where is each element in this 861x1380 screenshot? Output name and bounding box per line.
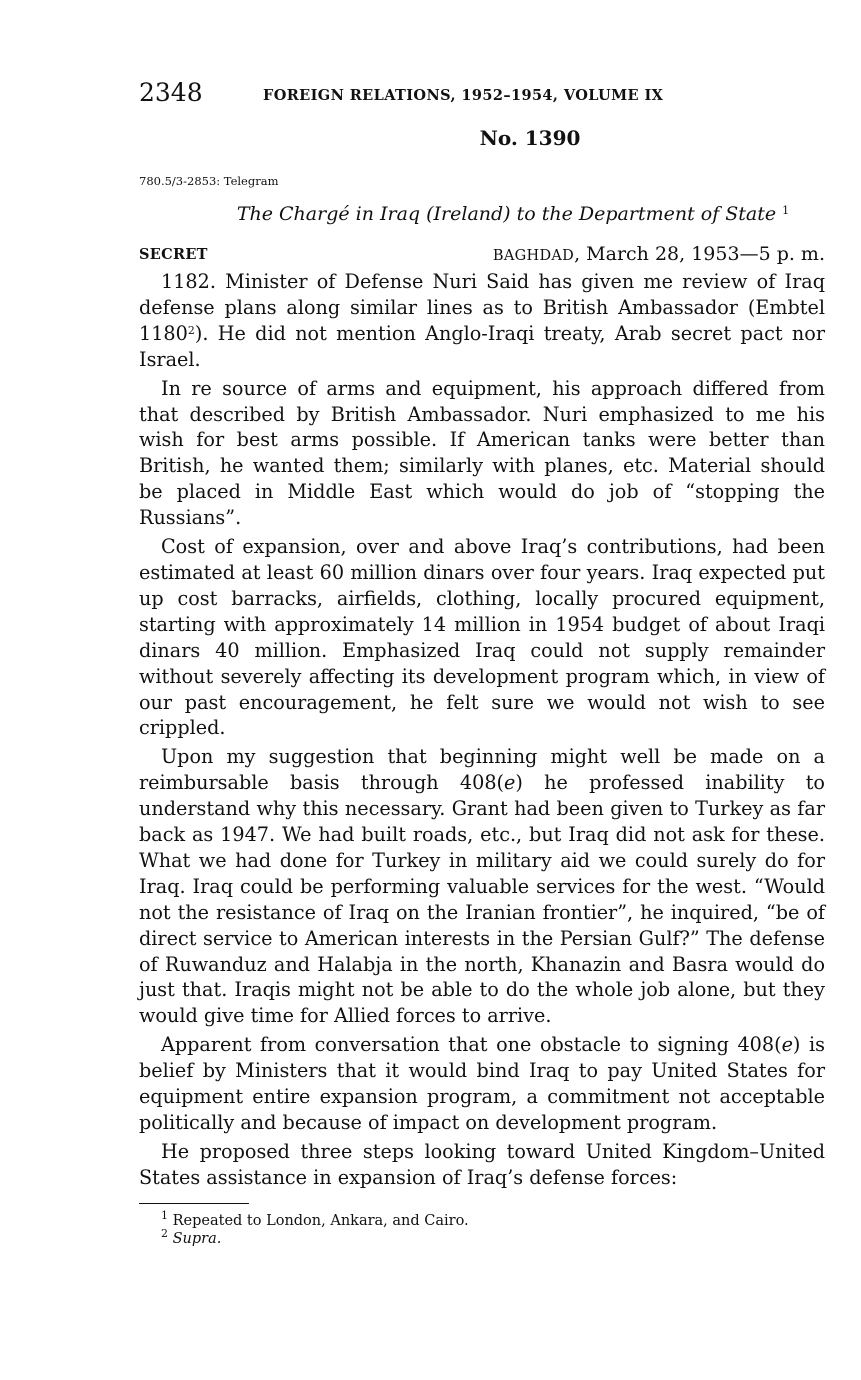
document-title xyxy=(139,203,825,225)
file-reference: 780.5/3-2853: Telegram xyxy=(139,174,279,188)
footnote-text: Supra. xyxy=(172,1230,222,1247)
document-title-text: The Chargé in Iraq (Ireland) to the Department of State xyxy=(236,203,777,225)
paragraph-6: He proposed three steps looking toward United Kingdom–United States assistance in expansion of Iraq’s defense forces: xyxy=(139,1139,825,1189)
footnote-divider xyxy=(139,1203,249,1204)
paragraph-5-text-cont: ) is belief by Ministers that it would bind Iraq to pay United States for equipment entire expansion program, a commitment not acceptable politically and because of impact on development program. xyxy=(139,1033,825,1134)
paragraph-5-text: Apparent from conversation that one obstacle to signing 408( xyxy=(161,1033,782,1057)
dateline-place: BAGHDAD xyxy=(492,248,575,264)
classification-line xyxy=(139,243,825,269)
footnote-1 xyxy=(161,1208,825,1230)
page-header xyxy=(139,78,825,112)
paragraph-2: In re source of arms and equipment, his approach differed from that described by British Ambassador. Nuri emphasized to me his wish for best arms possible. If American tanks were better than British, he wanted them; similarly with planes, etc. Material should be placed in Middle East which would do job of “stopping the Russians”. xyxy=(139,376,825,530)
dateline xyxy=(493,243,825,265)
paragraph-3: Cost of expansion, over and above Iraq’s contributions, had been estimated at least 60 million dinars over four years. Iraq expected put up cost barracks, airfields, clothing, locally procured equipment, starting with approximately 14 million in 1954 budget of about Iraqi dinars 40 million. Emphasized Iraq could not supply remainder without severely affecting its development program which, in view of our past encouragement, he felt sure we would not wish to see crippled. xyxy=(139,535,825,740)
page-number: 2348 xyxy=(139,78,203,107)
telegram-body xyxy=(139,269,825,1191)
footnote-ref-2: 2 xyxy=(187,323,195,337)
paragraph-1-text: 1182. Minister of Defense Nuri Said has given me review of Iraq defense plans along similar lines as to British Ambassador (Embtel 1180 xyxy=(139,270,825,345)
paragraph-4 xyxy=(139,744,825,1029)
paragraph-5-italic: e xyxy=(781,1033,793,1057)
paragraph-1-text-cont: ). He did not mention Anglo-Iraqi treaty, Arab secret pact nor Israel. xyxy=(139,321,825,371)
running-title: FOREIGN RELATIONS, 1952–1954, VOLUME IX xyxy=(263,87,664,104)
classification: SECRET xyxy=(139,246,208,263)
footnote-ref-1: 1 xyxy=(782,204,790,217)
document-page xyxy=(139,78,825,1248)
footnotes xyxy=(139,1208,825,1248)
footnote-mark: 1 xyxy=(161,1208,168,1222)
footnote-text: Repeated to London, Ankara, and Cairo. xyxy=(172,1212,469,1229)
paragraph-4-italic: e xyxy=(504,771,516,795)
document-number: No. 1390 xyxy=(479,126,581,150)
paragraph-4-text-cont: ) he professed inability to understand why this necessary. Grant had been given to Turkey as far back as 1947. We had built roads, etc., but Iraq did not ask for these. What we had done for Turkey in military aid we could surely do for Iraq. Iraq could be performing valuable services for the west. “Would not the resistance of Iraq on the Iranian frontier”, he inquired, “be of direct service to American interests in the Persian Gulf?” The defense of Ruwanduz and Halabja in the north, Khanazin and Basra would do just that. Iraqis might not be able to do the whole job alone, but they would give time for Allied forces to arrive. xyxy=(139,771,825,1028)
footnote-mark: 2 xyxy=(161,1226,168,1240)
footnote-2 xyxy=(161,1226,825,1248)
paragraph-4-text: Upon my suggestion that beginning might well be made on a reimbursable basis through 408( xyxy=(139,745,825,795)
paragraph-1 xyxy=(139,269,825,373)
dateline-date: , March 28, 1953—5 p. m. xyxy=(574,243,825,265)
paragraph-5 xyxy=(139,1032,825,1136)
